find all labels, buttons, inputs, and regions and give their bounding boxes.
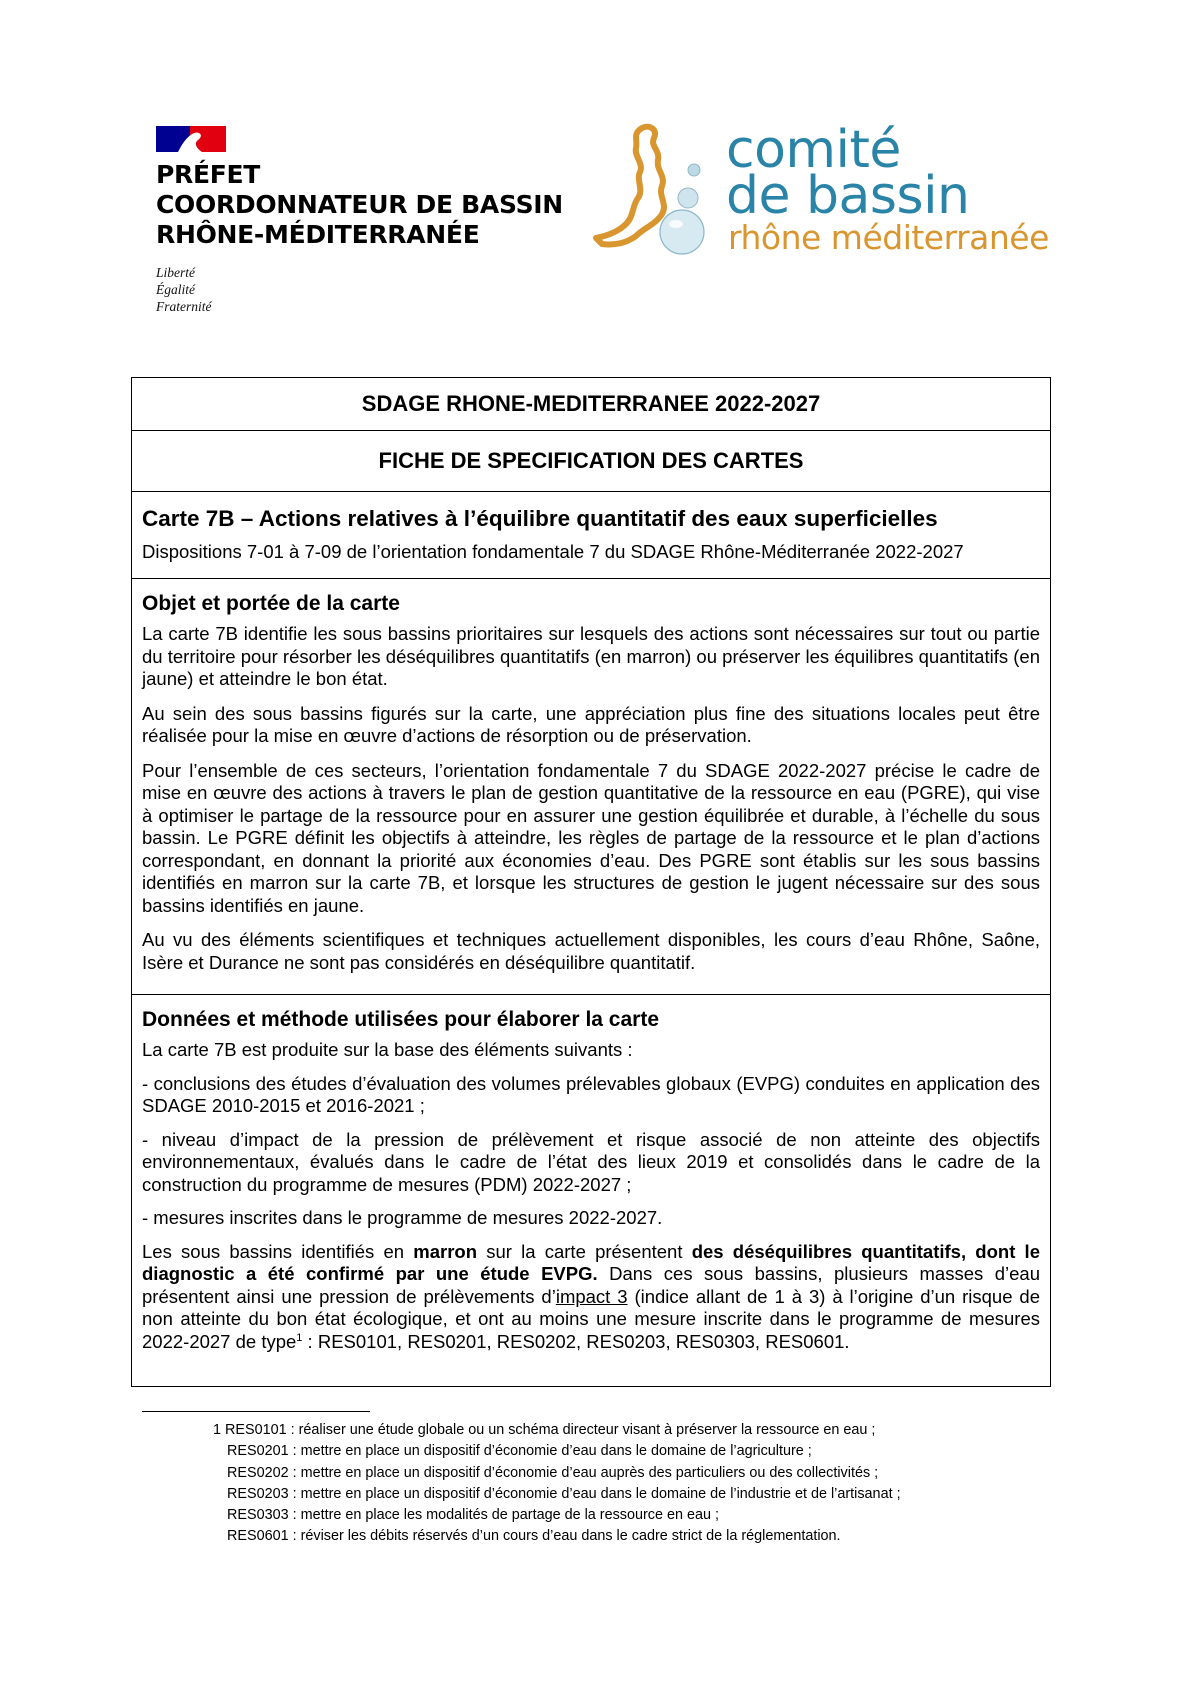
comite-line-2: de bassin [726, 166, 970, 226]
specification-table [131, 377, 1051, 1387]
objet-paragraph-4: Au vu des éléments scientifiques et techniques actuellement disponibles, les cours d’eau Rhône, Saône, Isère et Durance ne sont pas considérés en déséquilibre quantitatif. [142, 929, 1040, 973]
doc-subtitle: FICHE DE SPECIFICATION DES CARTES [378, 448, 804, 473]
footnote-line: 1 RES0101 : réaliser une étude globale ou un schéma directeur visant à préserver la ressource en eau ; [213, 1422, 876, 1438]
objet-paragraph-3: Pour l’ensemble de ces secteurs, l’orientation fondamentale 7 du SDAGE 2022-2027 précise le cadre de mise en œuvre des actions à travers le plan de gestion quantitative de la ressource en eau (PGRE), qui vise à optimiser le partage de la ressource pour en assurer une gestion équilibrée et durable, à l’échelle du sous bassin. Le PGRE définit les objectifs à atteindre, les règles de partage de la ressource et le plan d’actions correspondant, en donnant la priorité aux économies d’eau. Des PGRE sont établis sur les sous bassins identifiés en marron sur la carte 7B, et lorsque les structures de gestion le jugent nécessaire sur des sous bassins identifiés en jaune. [142, 759, 1040, 916]
footnote-separator [142, 1411, 370, 1412]
comite-line-1: comité [726, 120, 901, 180]
prefet-motto [156, 264, 576, 315]
donnees-section [132, 995, 1050, 1353]
footnote-ref-1[interactable]: 1 [296, 1331, 303, 1344]
footnote-line: RES0201 : mettre en place un dispositif d’économie d’eau dans le domaine de l’agriculture ; [227, 1443, 812, 1460]
prefet-line-2: COORDONNATEUR DE BASSIN [156, 190, 563, 219]
objet-paragraph-1: La carte 7B identifie les sous bassins prioritaires sur lesquels des actions sont nécessaires sur tout ou partie du territoire pour résorber les déséquilibres quantitatifs (en marron) ou préserver les équilibres quantitatifs (en jaune) et atteindre le bon état. [142, 623, 1040, 689]
prefet-line-3: RHÔNE-MÉDITERRANÉE [156, 220, 480, 249]
objet-section [132, 579, 1050, 995]
p5-i: : RES0101, RES0201, RES0202, RES0203, RES0303, RES0601. [302, 1330, 850, 1352]
objet-title: Objet et portée de la carte [142, 592, 400, 615]
motto-egalite: Égalité [156, 282, 195, 297]
comite-de-bassin-logo [592, 120, 1049, 270]
p5-impact-3: impact 3 [555, 1285, 628, 1307]
p5-e: Dans ces sous bassins, plusieurs masses d’eau présentent ainsi une pression de prélèvements d’ [142, 1263, 1040, 1307]
carte-subtitle: Dispositions 7-01 à 7-09 de l’orientation fondamentale 7 du SDAGE Rhône-Méditerranée 2022-2027 [142, 541, 964, 562]
basin-map-drops-icon [592, 120, 727, 265]
prefet-line-1: PRÉFET [156, 160, 261, 189]
carte-title: Carte 7B – Actions relatives à l’équilibre quantitatif des eaux superficielles [142, 506, 938, 531]
donnees-bullet-2: - niveau d’impact de la pression de prélèvement et risque associé de non atteinte des objectifs environnementaux, évalués dans le cadre de l’état des lieux 2019 et consolidés dans le cadre de la construction du programme de mesures (PDM) 2022-2027 ; [142, 1128, 1040, 1195]
p5-c: sur la carte présentent [477, 1240, 692, 1262]
donnees-title: Données et méthode utilisées pour élaborer la carte [142, 1008, 659, 1031]
marianne-flag-icon [156, 126, 226, 152]
doc-title-row [132, 378, 1050, 431]
donnees-bullet-3: - mesures inscrites dans le programme de mesures 2022-2027. [142, 1207, 663, 1228]
donnees-bullet-1: - conclusions des études d’évaluation des volumes prélevables globaux (EVPG) conduites en application des SDAGE 2010-2015 et 2016-2021 ; [142, 1072, 1040, 1116]
comite-line-3: rhône méditerranée [728, 218, 1049, 257]
donnees-paragraph-5 [142, 1241, 1040, 1354]
motto-liberte: Liberté [156, 265, 195, 280]
footnote-line: RES0203 : mettre en place un dispositif d’économie d’eau dans le domaine de l’industrie et de l’artisanat ; [227, 1485, 901, 1502]
carte-row [132, 492, 1050, 579]
footnote-line: RES0601 : réviser les débits réservés d’un cours d’eau dans le cadre strict de la réglementation. [227, 1528, 841, 1545]
p5-bold-diagnostic: des déséquilibres quantitatifs, dont le diagnostic a été confirmé par une étude EVPG. [142, 1240, 1040, 1284]
p5-marron: marron [413, 1240, 478, 1262]
objet-paragraph-2: Au sein des sous bassins figurés sur la carte, une appréciation plus fine des situations locales peut être réalisée pour la mise en œuvre d’actions de résorption ou de préservation. [142, 702, 1040, 746]
footnote-line: RES0303 : mettre en place les modalités de partage de la ressource en eau ; [227, 1507, 719, 1524]
doc-title: SDAGE RHONE-MEDITERRANEE 2022-2027 [361, 391, 821, 416]
p5-a: Les sous bassins identifiés en [142, 1240, 414, 1262]
p5-g: (indice allant de 1 à 3) à l’origine d’un risque de non atteinte du bon état écologique, et ont au moins une mesure inscrite dans le programme de mesures 2022-2027 de type [142, 1285, 1040, 1352]
prefet-logo [156, 126, 576, 315]
motto-fraternite: Fraternité [156, 299, 212, 314]
footnote-line: RES0202 : mettre en place un dispositif d’économie d’eau auprès des particuliers ou des collectivités ; [227, 1464, 879, 1481]
footnotes [213, 1420, 1013, 1548]
doc-subtitle-row [132, 431, 1050, 492]
donnees-paragraph-1: La carte 7B est produite sur la base des éléments suivants : [142, 1039, 633, 1060]
